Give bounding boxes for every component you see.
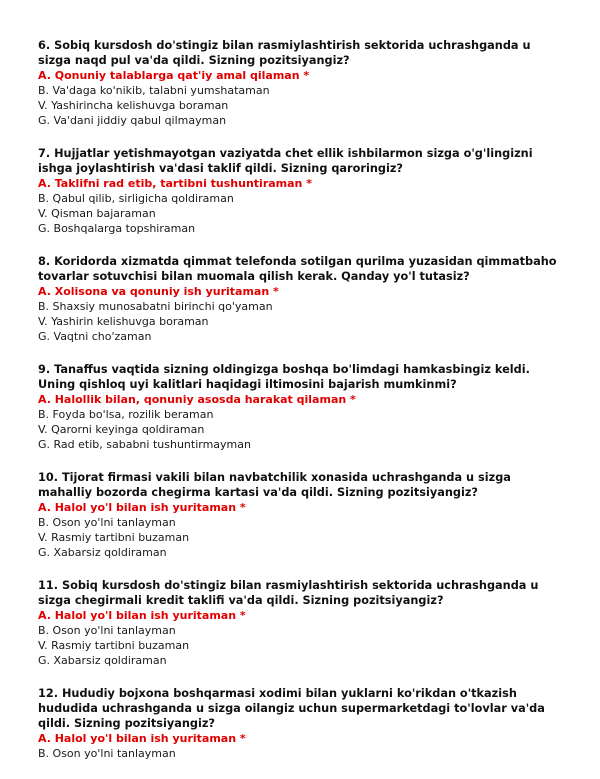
option-g: G. Boshqalarga topshiraman	[38, 222, 196, 235]
option-b: B. Foyda bo'lsa, rozilik beraman	[38, 408, 214, 421]
option-v: V. Qisman bajaraman	[38, 207, 156, 220]
option-v: V. Yashirincha kelishuvga boraman	[38, 99, 229, 112]
question-text: 6. Sobiq kursdosh do'stingiz bilan rasmiylashtirish sektorida uchrashganda u sizga naqd pul va'da qildi. Sizning pozitsiyangiz?	[38, 39, 531, 67]
option-b: B. Oson yo'lni tanlayman	[38, 516, 176, 529]
option-a-correct: A. Taklifni rad etib, tartibni tushuntiraman *	[38, 177, 312, 190]
option-v: V. Rasmiy tartibni buzaman	[38, 531, 190, 544]
option-a-correct: A. Halol yo'l bilan ish yuritaman *	[38, 732, 246, 745]
question-11	[38, 578, 566, 668]
question-8	[38, 254, 566, 344]
option-v: V. Rasmiy tartibni buzaman	[38, 639, 190, 652]
option-a-correct: A. Halol yo'l bilan ish yuritaman *	[38, 501, 246, 514]
option-a-correct: A. Halollik bilan, qonuniy asosda harakat qilaman *	[38, 393, 356, 406]
question-12	[38, 686, 566, 761]
question-text: 12. Hududiy bojxona boshqarmasi xodimi bilan yuklarni ko'rikdan o'tkazish hududida uchrashganda u sizga oilangiz uchun supermarketdagi to'lovlar va'da qildi. Sizning pozitsiyangiz?	[38, 687, 545, 730]
option-b: B. Shaxsiy munosabatni birinchi qo'yaman	[38, 300, 273, 313]
question-10	[38, 470, 566, 560]
option-a-correct: A. Xolisona va qonuniy ish yuritaman *	[38, 285, 279, 298]
option-v: V. Qarorni keyinga qoldiraman	[38, 423, 205, 436]
option-a-correct: A. Halol yo'l bilan ish yuritaman *	[38, 609, 246, 622]
question-text: 7. Hujjatlar yetishmayotgan vaziyatda chet ellik ishbilarmon sizga o'g'lingizni ishga joylashtirish va'dasi taklif qildi. Sizning qaroringiz?	[38, 147, 533, 175]
option-b: B. Oson yo'lni tanlayman	[38, 624, 176, 637]
option-b: B. Oson yo'lni tanlayman	[38, 747, 176, 760]
question-text: 8. Koridorda xizmatda qimmat telefonda sotilgan qurilma yuzasidan qimmatbaho tovarlar sotuvchisi bilan muomala qilish kerak. Qanday yo'l tutasiz?	[38, 255, 557, 283]
question-text: 11. Sobiq kursdosh do'stingiz bilan rasmiylashtirish sektorida uchrashganda u sizga chegirmali kredit taklifi va'da qildi. Sizning pozitsiyangiz?	[38, 579, 539, 607]
option-b: B. Qabul qilib, sirligicha qoldiraman	[38, 192, 234, 205]
option-g: G. Xabarsiz qoldiraman	[38, 654, 167, 667]
option-g: G. Xabarsiz qoldiraman	[38, 546, 167, 559]
question-6	[38, 38, 566, 128]
option-g: G. Rad etib, sababni tushuntirmayman	[38, 438, 251, 451]
quiz-page	[38, 38, 566, 779]
option-v: V. Yashirin kelishuvga boraman	[38, 315, 209, 328]
question-text: 10. Tijorat firmasi vakili bilan navbatchilik xonasida uchrashganda u sizga mahalliy bozorda chegirma kartasi va'da qildi. Sizning pozitsiyangiz?	[38, 471, 511, 499]
option-a-correct: A. Qonuniy talablarga qat'iy amal qilaman *	[38, 69, 310, 82]
option-g: G. Vaqtni cho'zaman	[38, 330, 152, 343]
question-9	[38, 362, 566, 452]
question-text: 9. Tanaffus vaqtida sizning oldingizga boshqa bo'limdagi hamkasbingiz keldi. Uning qishloq uyi kalitlari haqidagi iltimosini bajarish mumkinmi?	[38, 363, 530, 391]
option-b: B. Va'daga ko'nikib, talabni yumshataman	[38, 84, 270, 97]
option-g: G. Va'dani jiddiy qabul qilmayman	[38, 114, 227, 127]
question-7	[38, 146, 566, 236]
